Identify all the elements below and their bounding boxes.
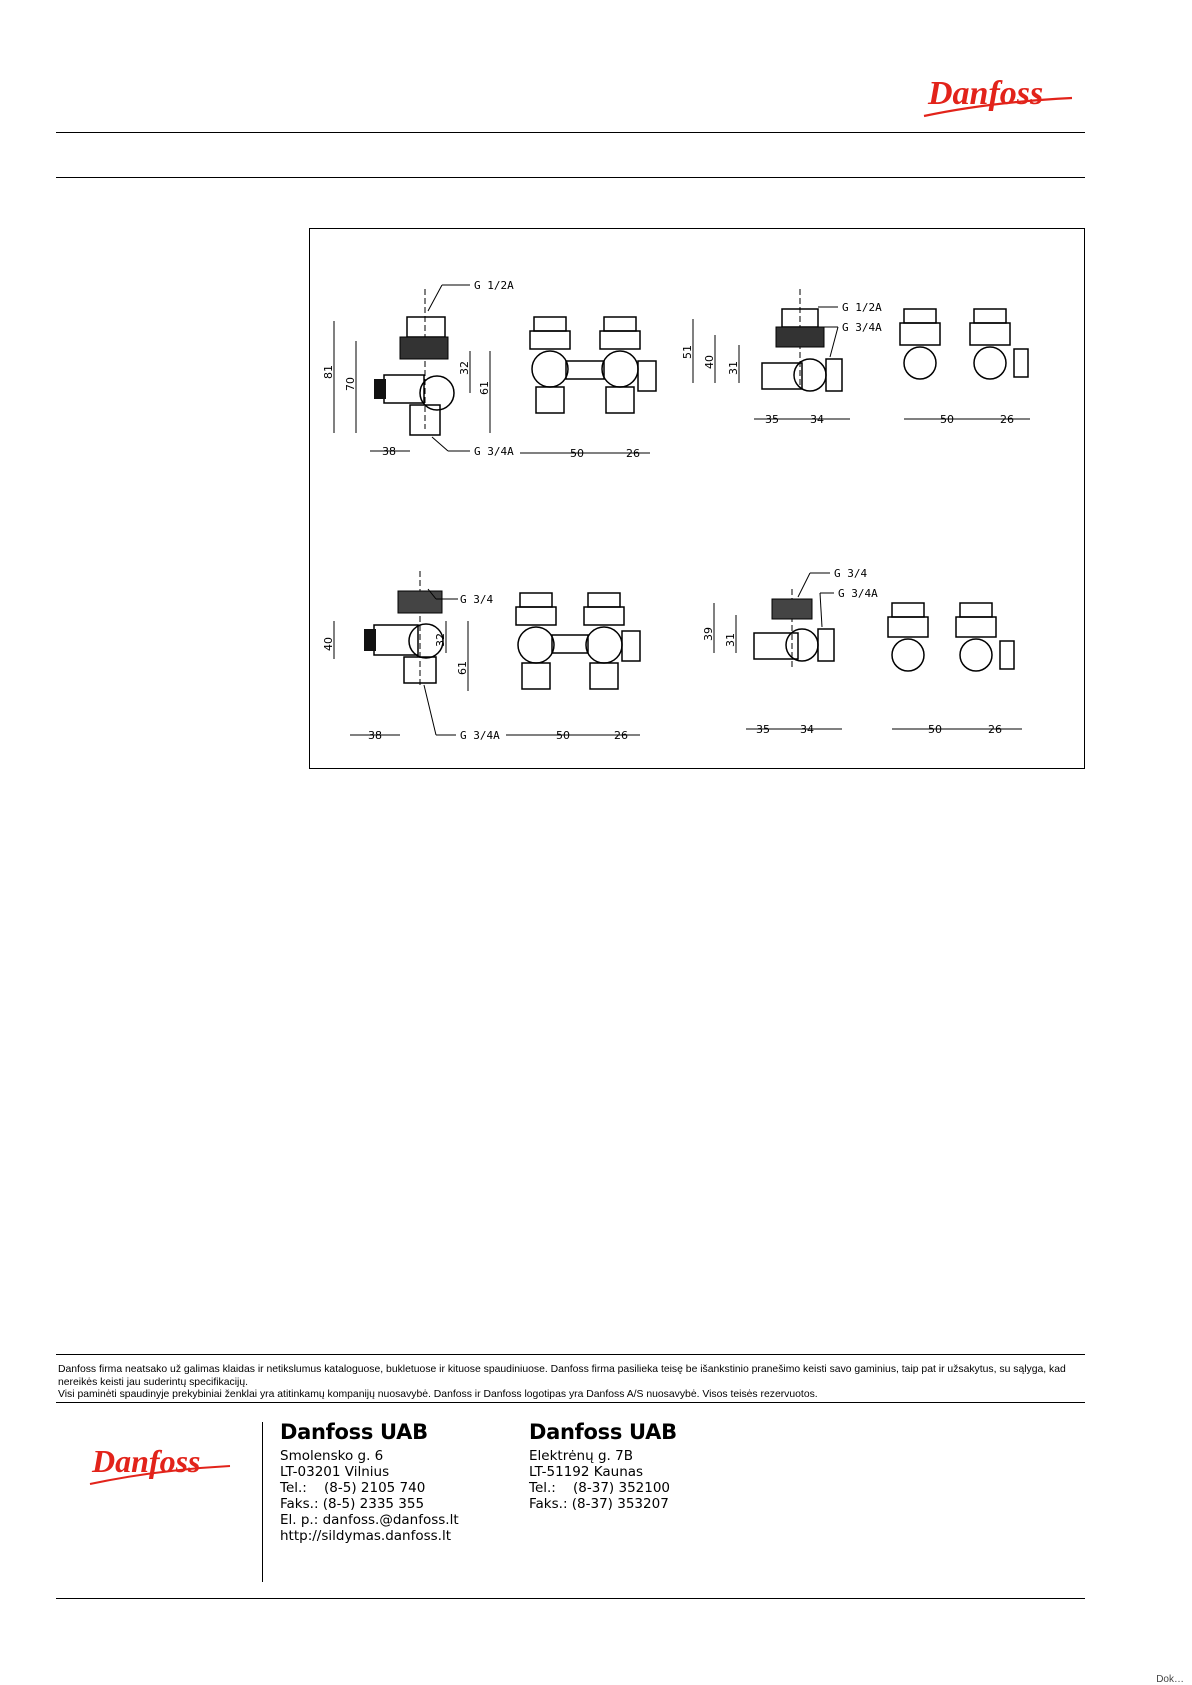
- office-name: Danfoss UAB: [280, 1420, 428, 1444]
- footer-rule-3: [56, 1598, 1085, 1599]
- dim-26: 26: [1000, 413, 1014, 426]
- header-rule-1: [56, 132, 1085, 133]
- header-logo: [920, 60, 1075, 126]
- dim-39: 39: [702, 627, 715, 641]
- dim-50: 50: [940, 413, 954, 426]
- dim-31: 31: [724, 633, 737, 647]
- dim-26: 26: [614, 729, 628, 742]
- header-rule-2: [56, 177, 1085, 178]
- dim-26: 26: [626, 447, 640, 460]
- dim-50: 50: [570, 447, 584, 460]
- dim-40: 40: [322, 637, 335, 651]
- dim-70: 70: [344, 377, 357, 391]
- logo-wordmark: Danfoss: [928, 75, 1044, 112]
- logo-wordmark: Danfoss: [92, 1443, 201, 1479]
- dim-61: 61: [478, 381, 491, 395]
- office-kaunas: [529, 1420, 677, 1512]
- drawing-top-right: [681, 289, 1030, 426]
- page-footer-text: Dok…: [1156, 1674, 1184, 1685]
- office-line: Tel.: (8-37) 352100: [529, 1480, 671, 1496]
- dim-50: 50: [556, 729, 570, 742]
- office-line: Elektrėnų g. 7B: [529, 1448, 633, 1464]
- disclaimer-line-2: Visi paminėti spaudinyje prekybiniai ženklai yra atitinkamų kompanijų nuosavybė. Danfoss ir Danfoss logotipas yra Danfoss A/S nuosavybė. Visos teisės rezervuotos.: [58, 1389, 818, 1401]
- dim-61: 61: [456, 661, 469, 675]
- office-name: Danfoss UAB: [529, 1420, 677, 1444]
- office-line: LT-03201 Vilnius: [280, 1464, 390, 1480]
- office-line: Smolensko g. 6: [280, 1448, 384, 1464]
- footer-separator: [262, 1422, 263, 1582]
- thread-label: G 3/4A: [474, 445, 514, 458]
- office-email[interactable]: El. p.: danfoss.@danfoss.lt: [280, 1512, 459, 1528]
- dim-35: 35: [765, 413, 779, 426]
- drawing-top-left: [322, 279, 656, 460]
- dim-35: 35: [756, 723, 770, 736]
- dim-50: 50: [928, 723, 942, 736]
- office-line: LT-51192 Kaunas: [529, 1464, 644, 1480]
- dim-81: 81: [322, 365, 335, 379]
- dim-40: 40: [703, 355, 716, 369]
- dim-31: 31: [727, 361, 740, 375]
- thread-label: G 1/2A: [474, 279, 514, 292]
- thread-label: G 3/4A: [460, 729, 500, 742]
- dim-38: 38: [382, 445, 396, 458]
- dim-32: 32: [434, 633, 447, 647]
- dimension-drawings-panel: [309, 228, 1085, 769]
- dim-26: 26: [988, 723, 1002, 736]
- footer-logo: [86, 1432, 234, 1492]
- drawing-bottom-left: [322, 571, 640, 742]
- footer-rule-2: [56, 1402, 1085, 1403]
- office-vilnius: [280, 1420, 459, 1544]
- thread-label: G 3/4: [834, 567, 868, 580]
- dim-51: 51: [681, 345, 694, 359]
- valve-drawings: [310, 229, 1086, 770]
- dim-38: 38: [368, 729, 382, 742]
- thread-label: G 3/4A: [842, 321, 882, 334]
- disclaimer-line-1: Danfoss firma neatsako už galimas klaidas ir netikslumus kataloguose, bukletuose ir kituose spaudiniuose. Danfoss firma pasilieka teisę be išankstinio pranešimo keisti savo gaminius, taip pat ir užsakytus, su sąlyga, kad nereikės keisti jau suderintų specifikacijų.: [58, 1364, 1066, 1388]
- thread-label: G 1/2A: [842, 301, 882, 314]
- office-line: Tel.: (8-5) 2105 740: [280, 1480, 426, 1496]
- drawing-bottom-right: [702, 567, 1022, 736]
- dim-34: 34: [800, 723, 814, 736]
- thread-label: G 3/4: [460, 593, 494, 606]
- thread-label: G 3/4A: [838, 587, 878, 600]
- disclaimer: [58, 1364, 1083, 1402]
- dim-32: 32: [458, 361, 471, 375]
- office-line: Faks.: (8-5) 2335 355: [280, 1496, 425, 1512]
- office-website[interactable]: http://sildymas.danfoss.lt: [280, 1528, 452, 1544]
- footer-rule-1: [56, 1354, 1085, 1355]
- dim-34: 34: [810, 413, 824, 426]
- office-line: Faks.: (8-37) 353207: [529, 1496, 669, 1512]
